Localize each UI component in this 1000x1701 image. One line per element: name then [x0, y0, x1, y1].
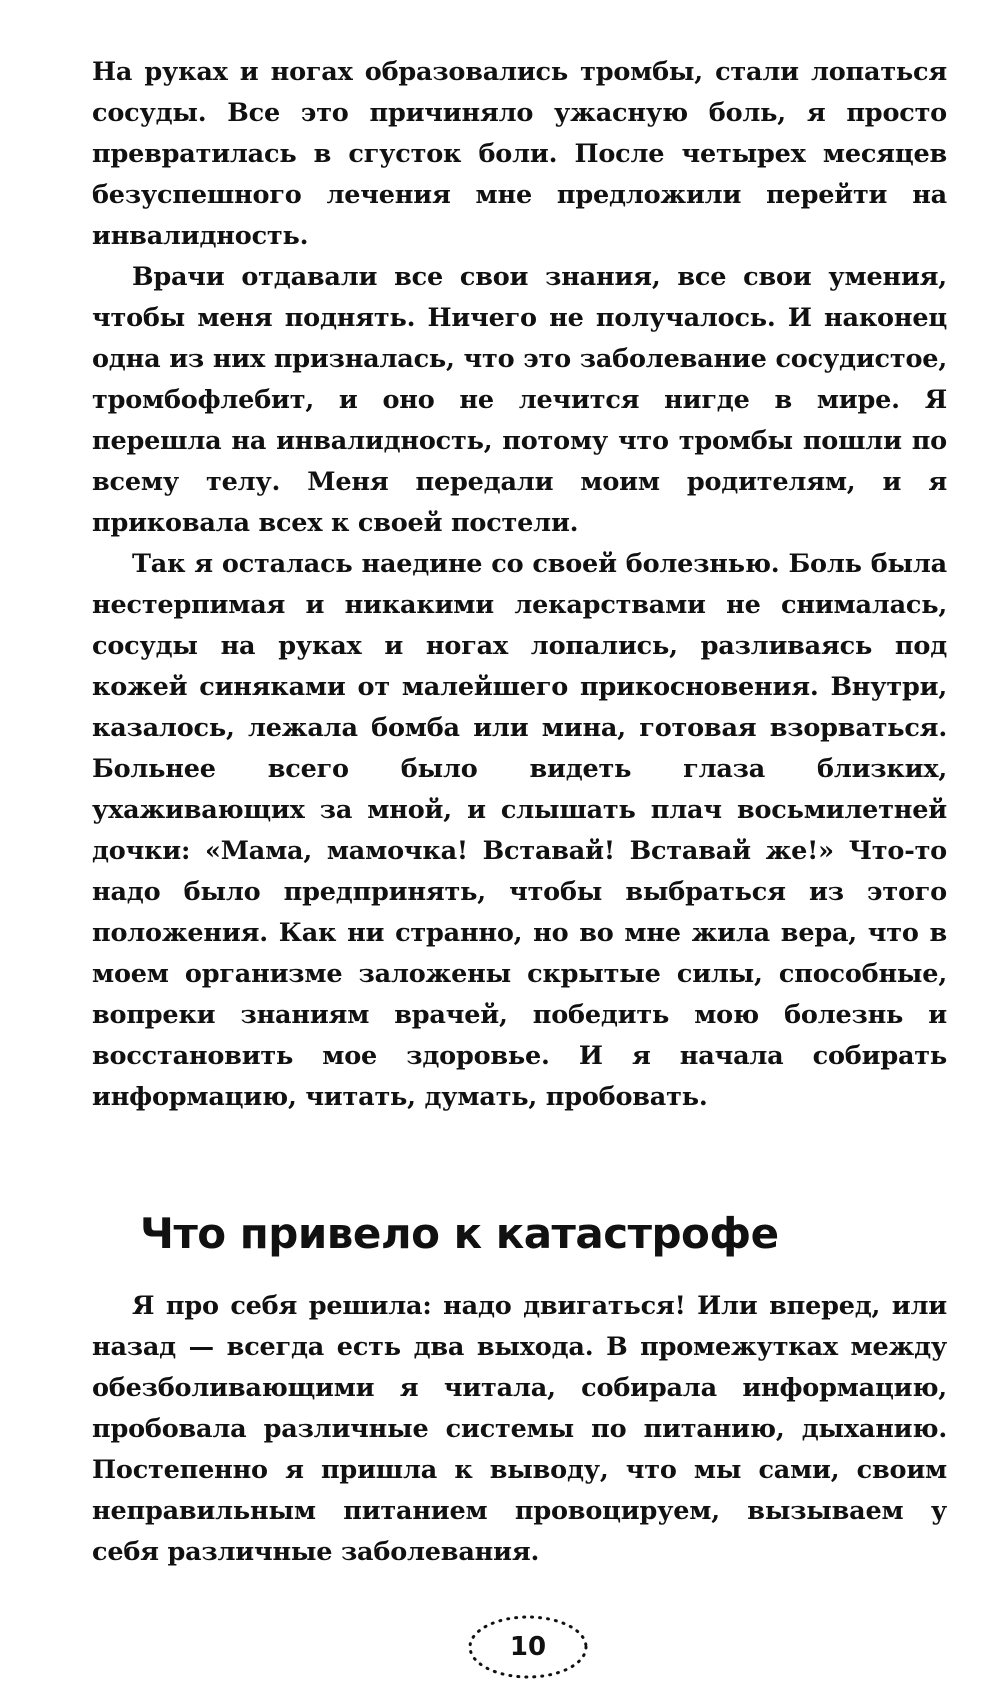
- paragraph-1: На руках и ногах образовались тромбы, стали лопаться сосуды. Все это причиняло ужасную боль, я просто превратилась в сгусток боли. После четырех месяцев безуспешного лечения мне предложили перейти на инвалидность.: [92, 57, 947, 251]
- section-heading: Что привело к катастрофе: [140, 1209, 779, 1258]
- paragraph-3: Так я осталась наедине со своей болезнью. Боль была нестерпимая и никакими лекарствами не снималась, сосуды на руках и ногах лопались, разливаясь под кожей синяками от малейшего прикосновения. Внутри, казалось, лежала бомба или мина, готовая взорваться. Больнее всего было видеть глаза близких, ухаживающих за мной, и слышать плач восьмилетней дочки: «Мама, мамочка! Вставай! Вставай же!» Что-то надо было предпринять, чтобы выбраться из этого положения. Как ни странно, но во мне жила вера, что в моем организме заложены скрытые силы, способные, вопреки знаниям врачей, победить мою болезнь и восстановить мое здоровье. И я начала собирать информацию, читать, думать, пробовать.: [92, 549, 947, 1112]
- page-number: 10: [509, 1632, 547, 1662]
- page-number-badge: [465, 1612, 591, 1682]
- paragraph-4: Я про себя решила: надо двигаться! Или вперед, или назад — всегда есть два выхода. В промежутках между обезболивающими я читала, собирала информацию, пробовала различные системы по питанию, дыханию. Постепенно я пришла к выводу, что мы сами, своим неправильным питанием провоцируем, вызываем у себя различные заболевания.: [92, 1291, 947, 1567]
- paragraph-2: Врачи отдавали все свои знания, все свои умения, чтобы меня поднять. Ничего не получалось. И наконец одна из них призналась, что это заболевание сосудистое, тромбофлебит, и оно не лечится нигде в мире. Я перешла на инвалидность, потому что тромбы пошли по всему телу. Меня передали моим родителям, и я приковала всех к своей постели.: [92, 262, 947, 538]
- page-body: [92, 52, 947, 1573]
